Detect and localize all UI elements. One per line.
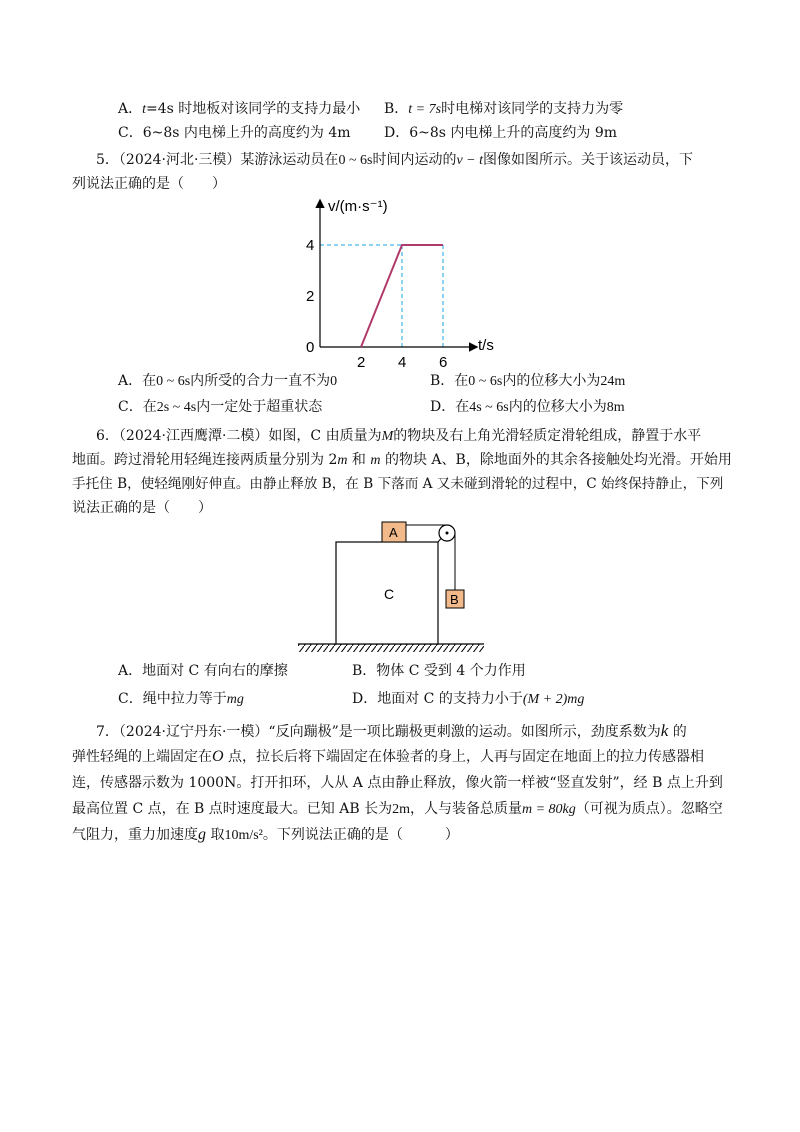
- q6-stem-text: 的物块 A、B，除地面外的其余各接触处均光滑。开始用: [380, 452, 732, 468]
- q7-line5: [72, 826, 459, 845]
- x-tick-label: 2: [357, 354, 366, 371]
- q5-option-a: [118, 372, 337, 391]
- block-a-label: A: [389, 525, 398, 540]
- q6-option-d: [352, 690, 584, 709]
- y-tick-label: 4: [306, 237, 315, 254]
- q6-stem-text: 6．（2024·江西鹰潭·二模）如图，C 由质量为: [96, 428, 382, 444]
- chart-tick-labels: [306, 237, 447, 371]
- q4-option-a: [118, 100, 360, 119]
- q6-option-a: A．地面对 C 有向右的摩擦: [118, 663, 288, 679]
- q4-option-c: C．6~8s 内电梯上升的高度约为 4m: [118, 125, 351, 141]
- q7-line2: [72, 748, 704, 766]
- x-tick-label: 4: [398, 354, 407, 371]
- q5-option-b-text: 内的位移大小为: [502, 373, 601, 389]
- q5-option-a-text: A．在: [118, 373, 157, 389]
- q6-stem-text: 地面。跨过滑轮用轻绳连接两质量分别为 2: [72, 452, 338, 468]
- block-b-label: B: [450, 592, 459, 607]
- q4-option-d: D．6~8s 内电梯上升的高度约为 9m: [384, 125, 618, 141]
- q7-text: ，人与装备总质量: [410, 801, 522, 817]
- q7-math: k: [660, 721, 669, 740]
- q7-line3: 连，传感器示数为 1000N。打开扣环，人从 A 点由静止释放，像火箭一样被“竖直发射”，经 B 点上升到: [72, 775, 723, 791]
- q5-option-d-math: 4s ~ 6s: [469, 400, 509, 415]
- q5-option-b: [430, 372, 625, 391]
- q4-option-b-math: t = 7s: [408, 102, 442, 117]
- q5-option-b-math: 0 ~ 6s: [468, 374, 503, 389]
- q5-option-a-math: 0: [330, 374, 338, 389]
- q4-option-a-math: t: [142, 102, 147, 117]
- q4-option-b-text: 时电梯对该同学的支持力为零: [441, 101, 624, 117]
- q5-stem-line2: 列说法正确的是（ ）: [72, 176, 226, 192]
- q5-option-b-text: B．在: [430, 373, 469, 389]
- q6-stem-line2: [72, 451, 732, 470]
- q7-math: g: [198, 826, 206, 843]
- x-tick-label: 6: [439, 354, 448, 371]
- q6-stem-math: m: [370, 453, 381, 468]
- q6-option-d-text: D．地面对 C 的支持力小于: [352, 691, 523, 707]
- q7-text: 7．（2024·辽宁丹东·一模）“反向蹦极”是一项比蹦极更刺激的运动。如图所示，劲度系数为: [96, 724, 661, 740]
- q6-stem-math: M: [381, 429, 394, 444]
- q6-pulley-diagram: [292, 518, 492, 658]
- q5-stem-line1: [96, 151, 693, 170]
- q7-text: 点，拉长后将下端固定在体验者的身上，人再与固定在地面上的拉力传感器相: [223, 749, 705, 765]
- q5-option-d-text: D．在: [430, 399, 470, 415]
- q6-stem-text: 的物块及右上角光滑轻质定滑轮组成，静置于水平: [393, 428, 702, 444]
- q6-stem-line4: 说法正确的是（ ）: [72, 500, 212, 516]
- q5-stem-math: 0 ~ 6s: [338, 153, 373, 168]
- q7-text: 。下列说法正确的是（ ）: [262, 827, 459, 843]
- q5-option-c-text: C．在: [118, 399, 157, 415]
- q7-math: 10m/s²: [224, 828, 263, 843]
- q6-stem-math: m: [337, 453, 348, 468]
- pulley-axle: [446, 532, 449, 535]
- q5-option-d-text: 内的位移大小为: [508, 399, 607, 415]
- q5-option-a-text: 内所受的合力一直不为: [190, 373, 331, 389]
- q6-stem-line1: [96, 427, 701, 446]
- q7-math: 2m: [392, 802, 410, 817]
- q7-text: 取: [206, 827, 225, 843]
- q7-math: m = 80kg: [522, 802, 576, 817]
- q7-text: 气阻力，重力加速度: [72, 827, 198, 843]
- ground-hatching: [298, 644, 484, 652]
- q5-stem-text: 时间内运动的: [372, 152, 457, 168]
- q6-stem-line3: 手托住 B，使轻绳刚好伸直。由静止释放 B，在 B 下落而 A 又未碰到滑轮的过程中，C 始终保持静止，下列: [72, 476, 724, 492]
- q7-text: 最高位置 C 点，在 B 点时速度最大。已知 AB 长为: [72, 801, 393, 817]
- q4-option-b: [384, 100, 623, 119]
- q7-text: 弹性轻绳的上端固定在: [72, 749, 212, 765]
- q6-option-d-math: (M + 2)mg: [522, 692, 585, 707]
- q5-option-c: [118, 398, 322, 417]
- q5-option-c-math: 2s ~ 4s: [156, 400, 197, 415]
- q7-text: 的: [668, 724, 687, 740]
- q5-stem-text: 5．（2024·河北·三模）某游泳运动员在: [96, 152, 339, 168]
- q7-line4: [72, 800, 723, 819]
- q5-vt-chart: [290, 195, 494, 371]
- q6-option-c-math: mg: [226, 692, 244, 707]
- q5-stem-math: v − t: [456, 153, 484, 168]
- q4-option-a-label: A．: [118, 101, 143, 117]
- x-axis-label: t/s: [478, 337, 494, 354]
- y-tick-label: 2: [306, 288, 315, 305]
- q4-option-b-label: B．: [384, 101, 409, 117]
- block-c-label: C: [384, 586, 395, 602]
- origin-label: 0: [306, 339, 315, 356]
- q6-option-c-text: C．绳中拉力等于: [118, 691, 227, 707]
- q5-option-d-math: 8m: [606, 400, 625, 415]
- q5-stem-text: 图像如图所示。关于该运动员，下: [483, 152, 694, 168]
- q7-text: （可视为质点）。忽略空: [575, 801, 723, 817]
- q4-option-a-text: =4s 时地板对该同学的支持力最小: [146, 101, 361, 117]
- q5-option-c-text: 内一定处于超重状态: [196, 399, 323, 415]
- q6-option-c: [118, 690, 244, 709]
- q7-math: O: [212, 748, 224, 765]
- q5-option-d: [430, 398, 625, 417]
- y-axis-label: v/(m·s⁻¹): [328, 198, 388, 215]
- q6-option-b: B．物体 C 受到 4 个力作用: [352, 663, 526, 679]
- q6-stem-text: 和: [347, 452, 371, 468]
- q5-option-a-math: 0 ~ 6s: [156, 374, 191, 389]
- q7-line1: [96, 722, 687, 741]
- q5-option-b-math: 24m: [600, 374, 626, 389]
